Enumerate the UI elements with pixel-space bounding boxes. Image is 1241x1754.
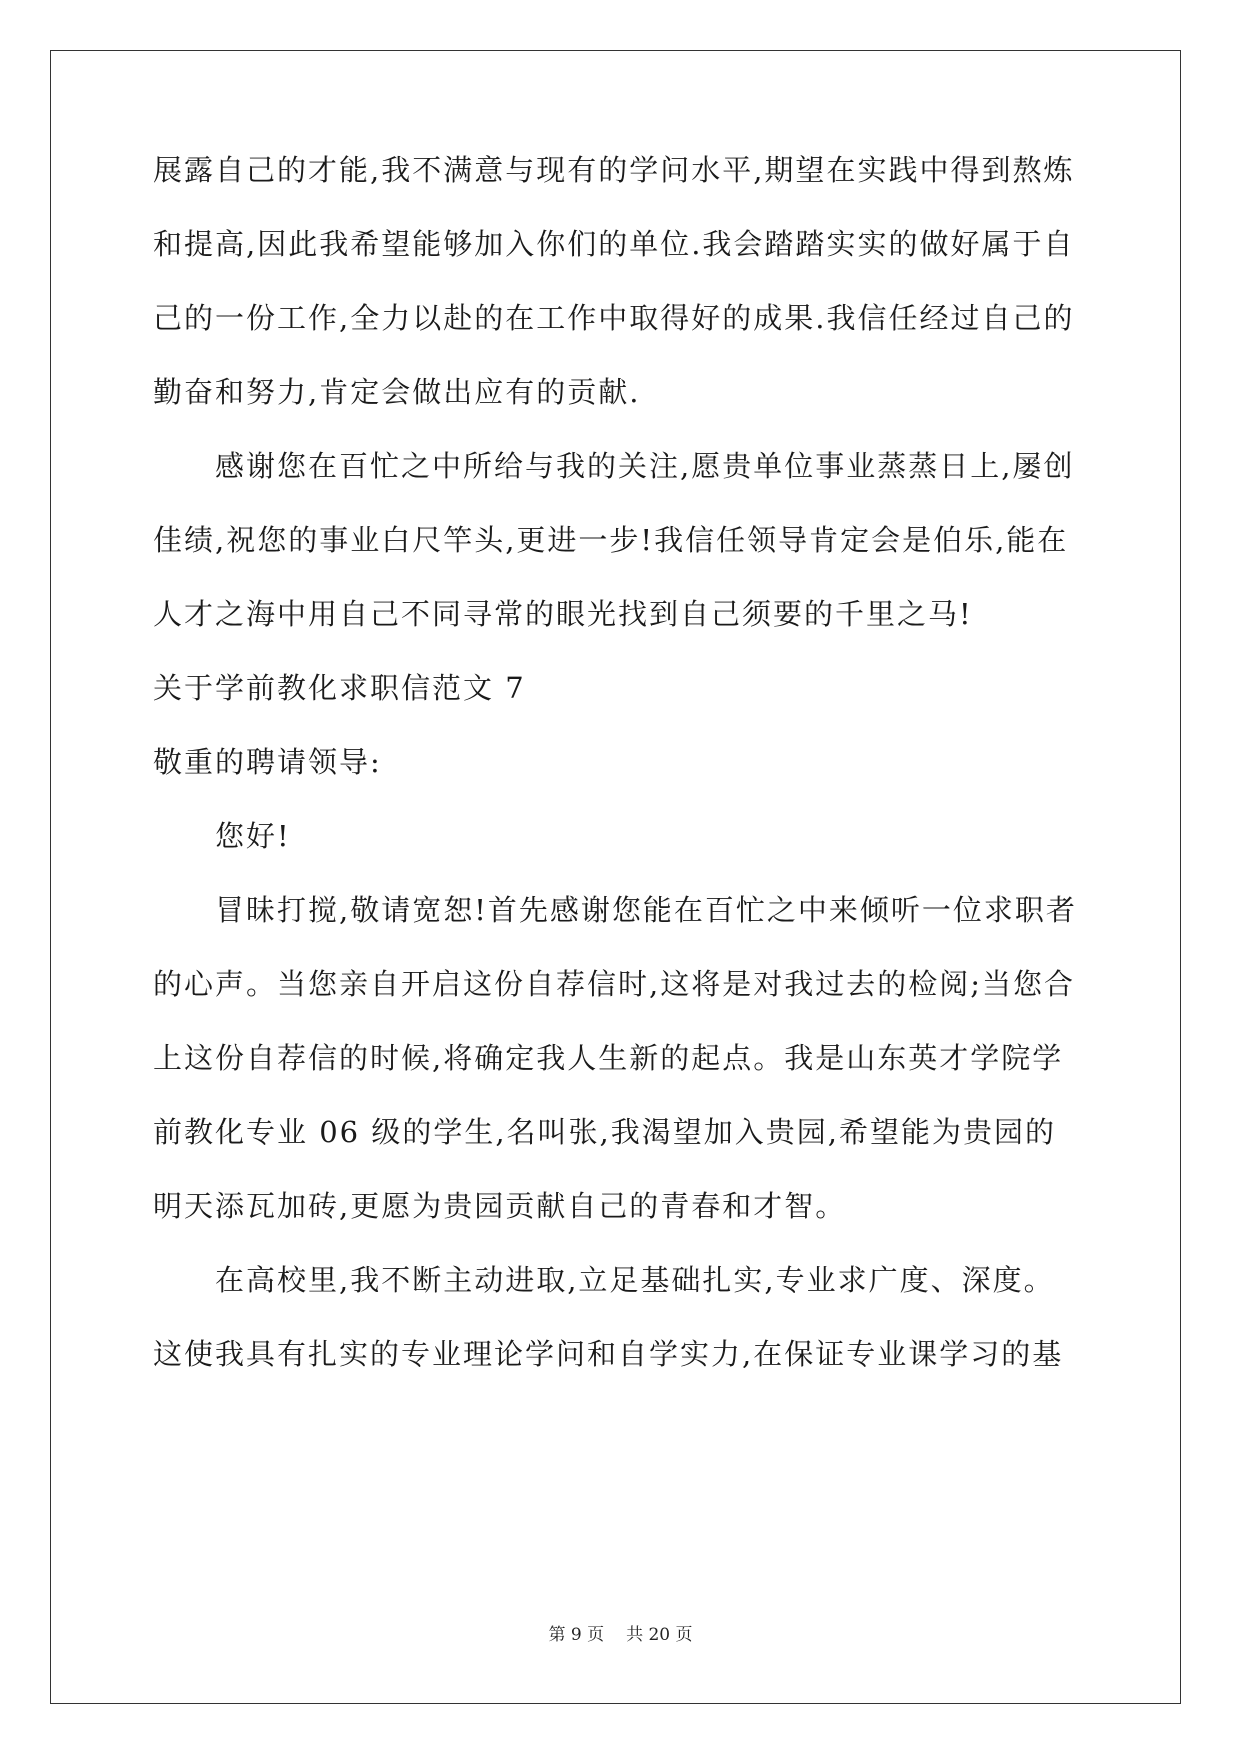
page-total: 共 20 页 bbox=[626, 1625, 693, 1645]
body-line: 明天添瓦加砖,更愿为贵园贡献自己的青春和才智。 bbox=[153, 1189, 847, 1223]
page-footer bbox=[0, 1620, 1241, 1645]
body-line: 这使我具有扎实的专业理论学问和自学实力,在保证专业课学习的基 bbox=[153, 1337, 1064, 1371]
body-line: 佳绩,祝您的事业白尺竿头,更进一步!我信任领导肯定会是伯乐,能在 bbox=[153, 523, 1069, 557]
salutation: 敬重的聘请领导: bbox=[153, 745, 382, 779]
body-line: 己的一份工作,全力以赴的在工作中取得好的成果.我信任经过自己的 bbox=[153, 301, 1075, 335]
body-line: 感谢您在百忙之中所给与我的关注,愿贵单位事业蒸蒸日上,屡创 bbox=[215, 449, 1075, 483]
section-heading: 关于学前教化求职信范文 7 bbox=[153, 671, 526, 705]
page-number: 第 9 页 bbox=[548, 1625, 605, 1645]
body-line: 人才之海中用自己不同寻常的眼光找到自己须要的千里之马! bbox=[153, 597, 973, 631]
body-line: 上这份自荐信的时候,将确定我人生新的起点。我是山东英才学院学 bbox=[153, 1041, 1064, 1075]
body-line: 在高校里,我不断主动进取,立足基础扎实,专业求广度、深度。 bbox=[215, 1263, 1055, 1297]
body-line: 冒昧打搅,敬请宽恕!首先感谢您能在百忙之中来倾听一位求职者 bbox=[215, 893, 1077, 927]
body-line: 和提高,因此我希望能够加入你们的单位.我会踏踏实实的做好属于自 bbox=[153, 227, 1075, 261]
body-line: 勤奋和努力,肯定会做出应有的贡献. bbox=[153, 375, 641, 409]
body-line: 展露自己的才能,我不满意与现有的学问水平,期望在实践中得到熬炼 bbox=[153, 153, 1075, 187]
body-line: 的心声。当您亲自开启这份自荐信时,这将是对我过去的检阅;当您合 bbox=[153, 967, 1075, 1001]
body-line: 前教化专业 06 级的学生,名叫张,我渴望加入贵园,希望能为贵园的 bbox=[153, 1115, 1056, 1149]
greeting: 您好! bbox=[215, 819, 291, 853]
